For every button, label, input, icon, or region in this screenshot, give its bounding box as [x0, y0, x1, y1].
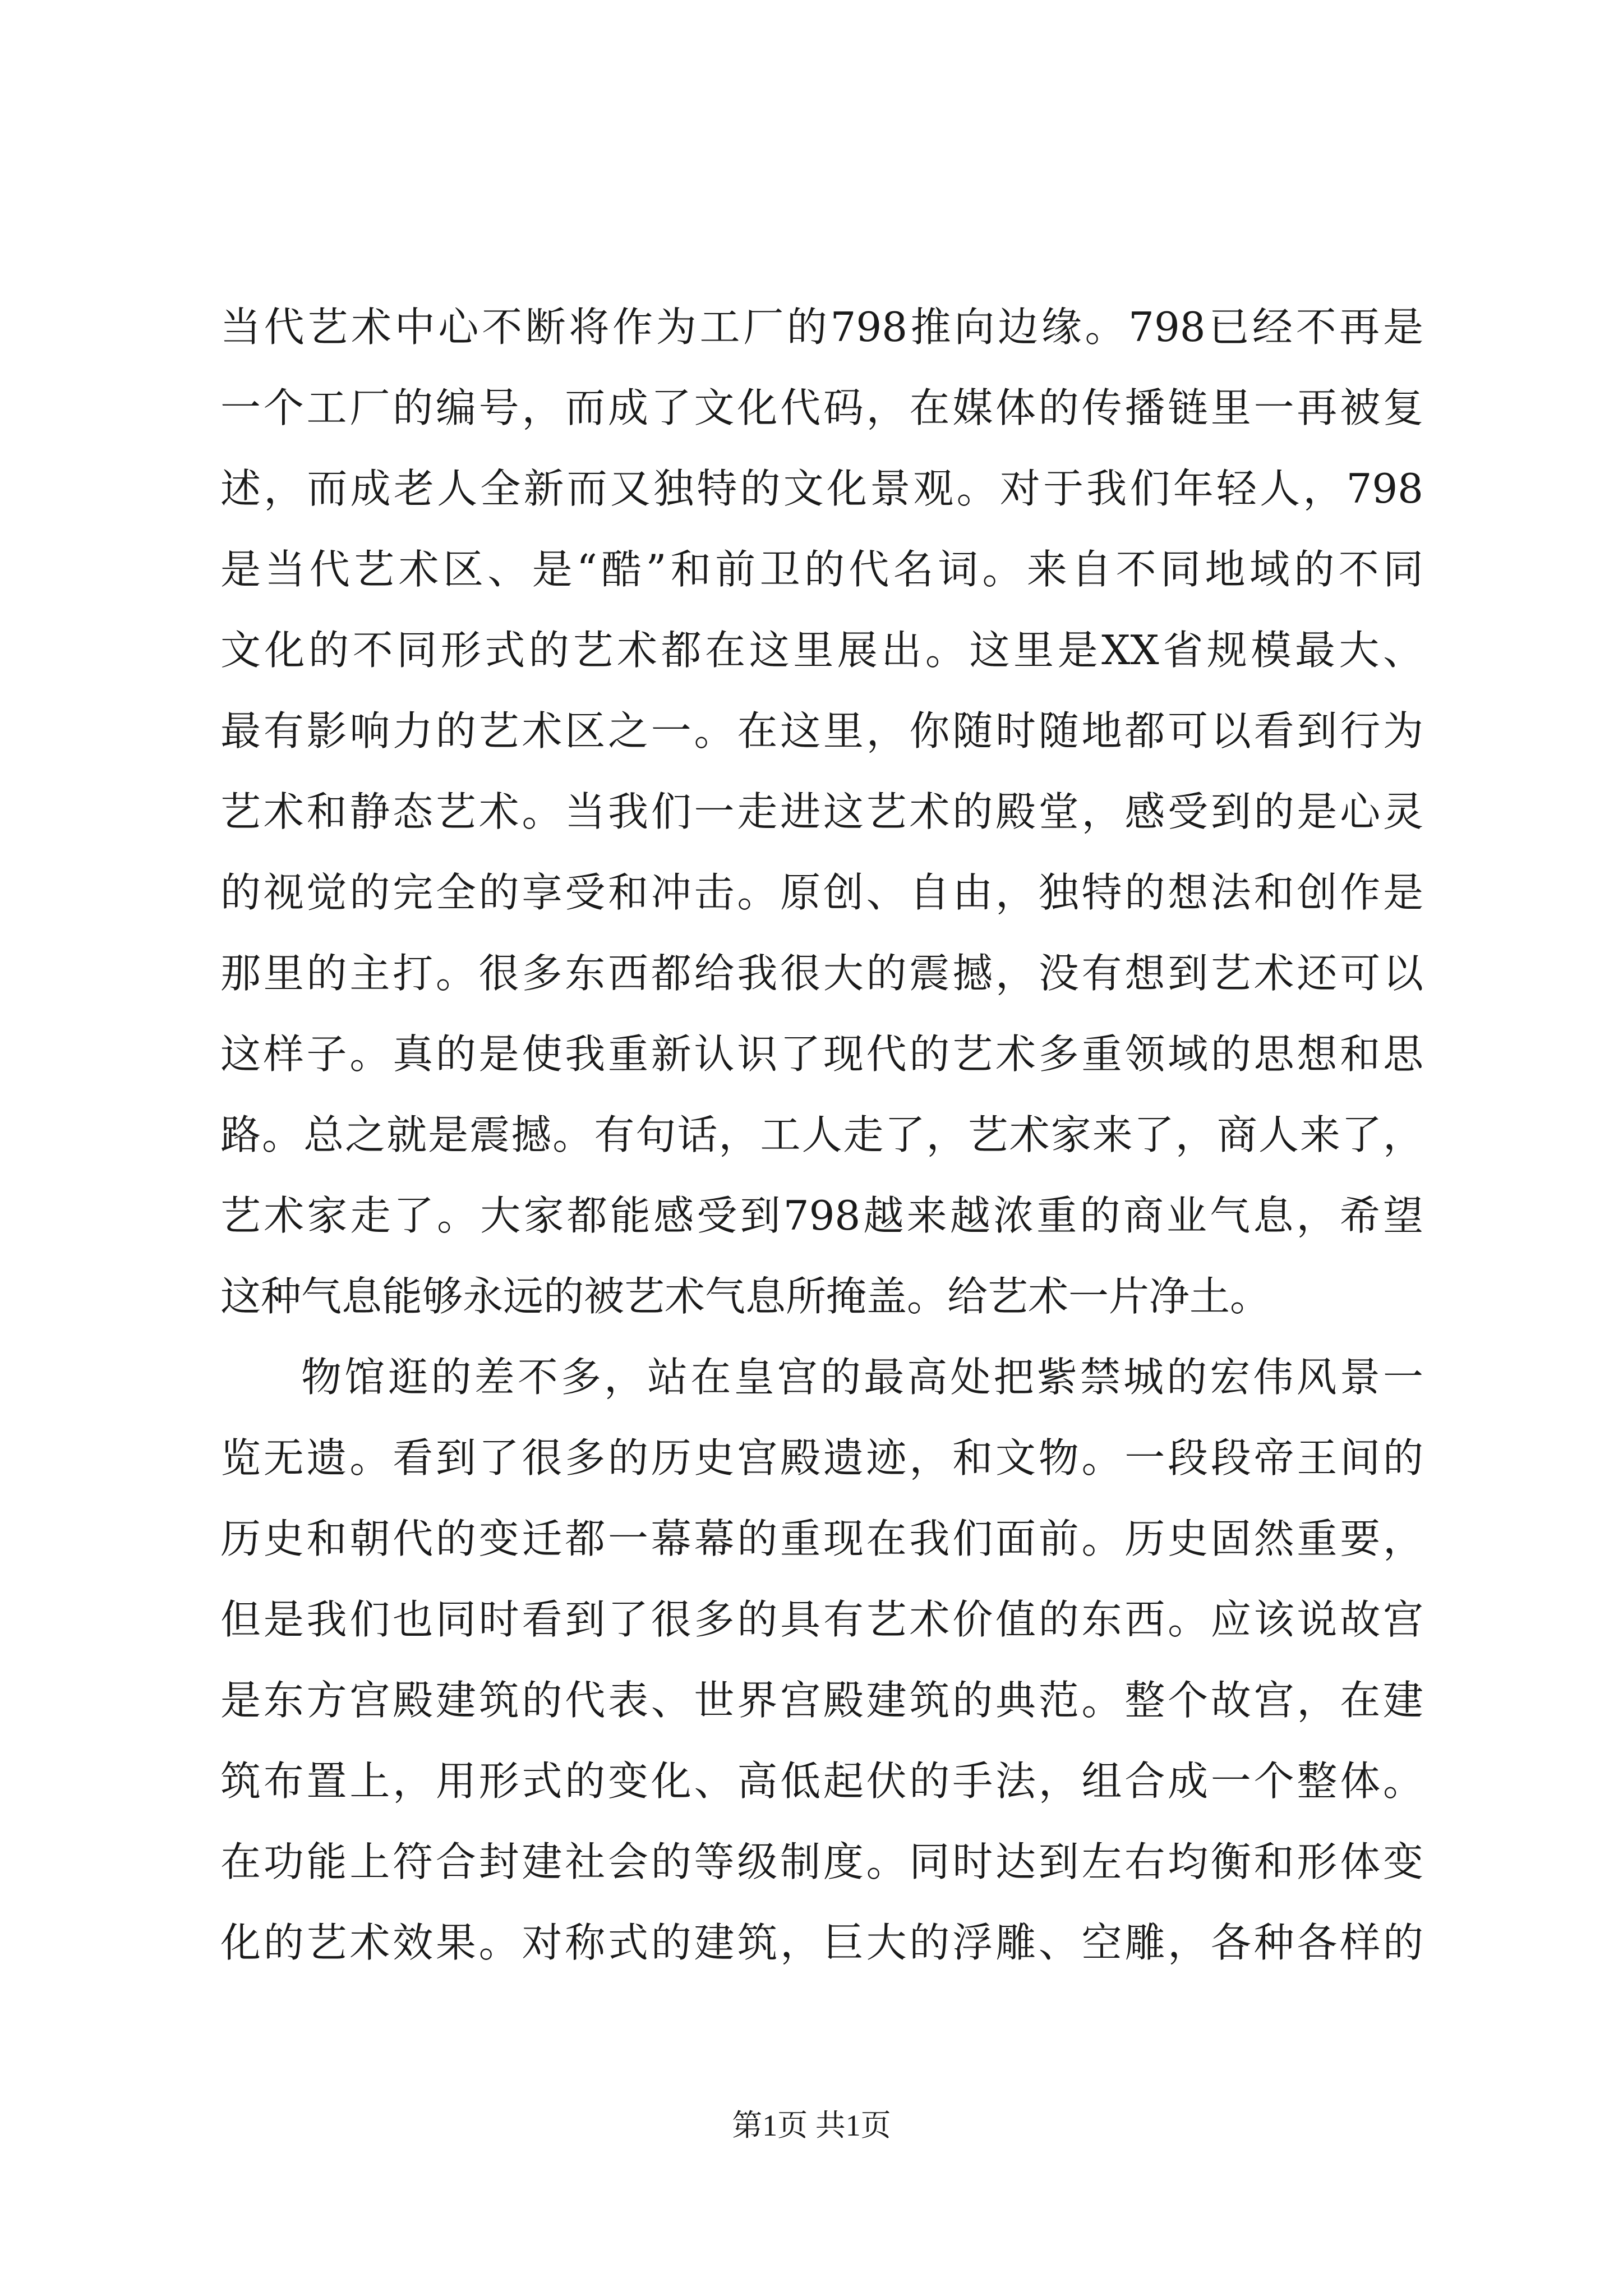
text-line: 最有影响力的艺术区之一。在这里，你随时随地都可以看到行为: [220, 707, 1423, 754]
text-line: 艺术家走了。大家都能感受到798越来越浓重的商业气息，希望: [220, 1192, 1423, 1239]
text-line: 那里的主打。很多东西都给我很大的震撼，没有想到艺术还可以: [220, 950, 1423, 997]
text-line: 一个工厂的编号，而成了文化代码，在媒体的传播链里一再被复: [220, 384, 1423, 431]
text-line: 在功能上符合封建社会的等级制度。同时达到左右均衡和形体变: [220, 1838, 1423, 1885]
text-line: 路。总之就是震撼。有句话，工人走了，艺术家来了，商人来了，: [220, 1111, 1423, 1158]
text-line: 当代艺术中心不断将作为工厂的798推向边缘。798已经不再是: [220, 303, 1423, 351]
text-line: 但是我们也同时看到了很多的具有艺术价值的东西。应该说故宫: [220, 1596, 1423, 1643]
text-line: 是东方宫殿建筑的代表、世界宫殿建筑的典范。整个故宫，在建: [220, 1677, 1423, 1724]
text-line: 述，而成老人全新而又独特的文化景观。对于我们年轻人，798: [220, 465, 1423, 512]
document-body: [220, 300, 1423, 1996]
text-line: 艺术和静态艺术。当我们一走进这艺术的殿堂，感受到的是心灵: [220, 788, 1423, 835]
text-line: 是当代艺术区、是“酷”和前卫的代名词。来自不同地域的不同: [220, 546, 1423, 593]
text-line: 文化的不同形式的艺术都在这里展出。这里是XX省规模最大、: [220, 627, 1423, 674]
text-line: 化的艺术效果。对称式的建筑，巨大的浮雕、空雕，各种各样的: [220, 1919, 1423, 1966]
text-line: 的视觉的完全的享受和冲击。原创、自由，独特的想法和创作是: [220, 869, 1423, 916]
text-line: 筑布置上，用形式的变化、高低起伏的手法，组合成一个整体。: [220, 1757, 1423, 1805]
text-line: 这种气息能够永远的被艺术气息所掩盖。给艺术一片净土。: [220, 1273, 1271, 1320]
text-line: 这样子。真的是使我重新认识了现代的艺术多重领域的思想和思: [220, 1030, 1423, 1078]
paragraph-first-line: 物馆逛的差不多，站在皇宫的最高处把紫禁城的宏伟风景一: [301, 1354, 1423, 1401]
page-footer: 第1页 共1页: [732, 2109, 891, 2142]
text-line: 历史和朝代的变迁都一幕幕的重现在我们面前。历史固然重要，: [220, 1515, 1423, 1562]
text-line: 览无遗。看到了很多的历史宫殿遗迹，和文物。一段段帝王间的: [220, 1434, 1423, 1481]
